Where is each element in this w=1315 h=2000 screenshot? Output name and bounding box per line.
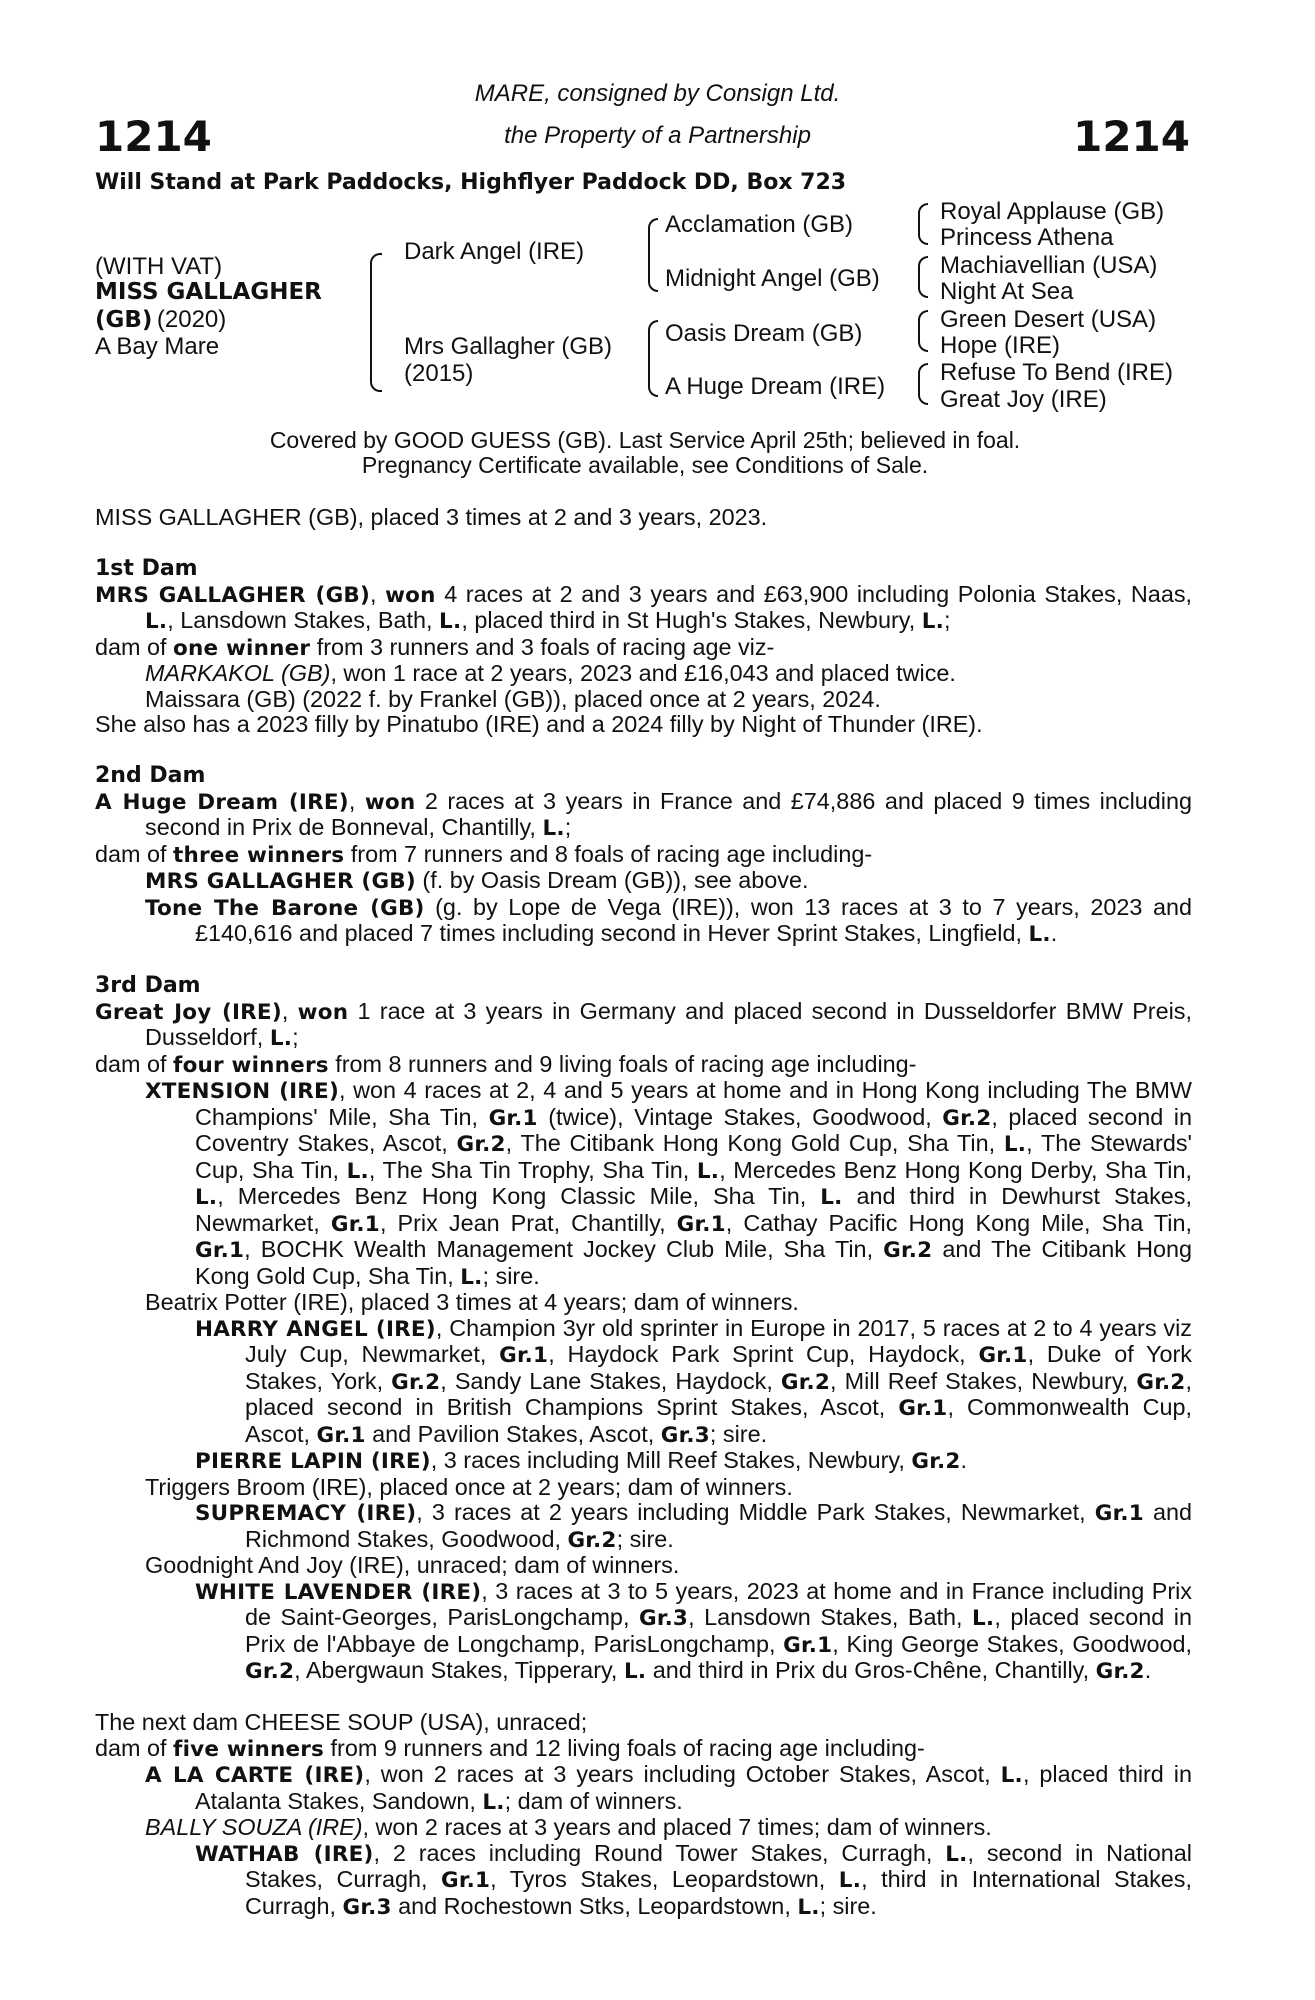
- goodnight-and-joy: Goodnight And Joy (IRE), unraced; dam of winners.: [145, 1552, 680, 1578]
- triggers-broom: Triggers Broom (IRE), placed once at 2 years; dam of winners.: [145, 1473, 793, 1500]
- dam2-section: [95, 763, 1192, 948]
- a-la-carte-record: A LA CARTE (IRE), won 2 races at 3 years including October Stakes, Ascot, L., placed third in Atalanta Stakes, Sandown, L.; dam of winners.: [145, 1761, 1193, 1815]
- dam1-record: MRS GALLAGHER (GB), won 4 races at 2 and 3 years and £63,900 including Polonia Stakes, Naas, L., Lansdown Stakes, Bath, L., placed third in St Hugh's Stakes, Newbury, L.;: [95, 580, 1193, 634]
- brace-main: [370, 253, 382, 392]
- horse-country-year: (GB) (2020): [95, 306, 227, 333]
- dam3-record: Great Joy (IRE), won 1 race at 3 years in Germany and placed second in Dusseldorfer BMW Preis, Dusseldorf, L.;: [95, 997, 1192, 1051]
- sire-sire: Acclamation (GB): [665, 211, 854, 238]
- next-dam-produce-summary: dam of five winners from 9 runners and 12 living foals of racing age including-: [95, 1734, 925, 1762]
- dam2-produce-summary: dam of three winners from 7 runners and 8 foals of racing age including-: [95, 840, 873, 868]
- dam3-heading: 3rd Dam: [95, 973, 201, 998]
- wathab-record: WATHAB (IRE), 2 races including Round Tower Stakes, Curragh, L., second in National Stakes, Curragh, Gr.1, Tyros Stakes, Leopardstown, L., third in International Stakes, Curragh, Gr.3 and Rochestown Stks, Leopardstown, L.; sire.: [195, 1839, 1192, 1920]
- dam2-heading: 2nd Dam: [95, 763, 206, 788]
- dam1-produce-2: Maissara (GB) (2022 f. by Frankel (GB)), placed once at 2 years, 2024.: [145, 685, 881, 712]
- dam2-produce-2: Tone The Barone (GB) (g. by Lope de Vega (IRE)), won 13 races at 3 to 7 years, 2023 and £140,616 and placed 7 times including second in Hever Sprint Stakes, Lingfield, L..: [145, 893, 1192, 947]
- dam1-heading: 1st Dam: [95, 556, 198, 581]
- dam1-section: [95, 556, 1192, 738]
- sire: Dark Angel (IRE): [404, 238, 585, 265]
- dam1-produce-summary: dam of one winner from 3 runners and 3 foals of racing age viz-: [95, 633, 775, 661]
- pregnancy-line: Pregnancy Certificate available, see Conditions of Sale.: [361, 452, 929, 478]
- covered-line: Covered by GOOD GUESS (GB). Last Service April 25th; believed in foal.: [269, 427, 1021, 453]
- ggp-4: Night At Sea: [940, 278, 1074, 305]
- dam2-record: A Huge Dream (IRE), won 2 races at 3 years in France and £74,886 and placed 9 times including second in Prix de Bonneval, Chantilly, L.;: [95, 787, 1192, 841]
- next-dam-section: [95, 1710, 1192, 1920]
- brace-ggp-3: [918, 310, 928, 352]
- horse-description: A Bay Mare: [95, 333, 220, 360]
- vat-note: (WITH VAT): [95, 253, 223, 280]
- xtension-record: XTENSION (IRE), won 4 races at 2, 4 and 5 years at home and in Hong Kong including The BMW Champions' Mile, Sha Tin, Gr.1 (twice), Vintage Stakes, Goodwood, Gr.2, placed second in Coventry Stakes, Ascot, Gr.2, The Citibank Hong Kong Gold Cup, Sha Tin, L., The Stewards' Cup, Sha Tin, L., The Sha Tin Trophy, Sha Tin, L., Mercedes Benz Hong Kong Derby, Sha Tin, L., Mercedes Benz Hong Kong Classic Mile, Sha Tin, L. and third in Dewhurst Stakes, Newmarket, Gr.1, Prix Jean Prat, Chantilly, Gr.1, Cathay Pacific Hong Kong Mile, Sha Tin, Gr.1, BOCHK Wealth Management Jockey Club Mile, Sha Tin, Gr.2 and The Citibank Hong Kong Gold Cup, Sha Tin, L.; sire.: [145, 1077, 1193, 1290]
- brace-ggp-2: [918, 256, 928, 298]
- lot-number-left: 1214: [95, 112, 212, 161]
- property-line: the Property of a Partnership: [504, 122, 811, 149]
- next-dam-intro: The next dam CHEESE SOUP (USA), unraced;: [95, 1709, 588, 1735]
- ggp-1: Royal Applause (GB): [940, 198, 1165, 225]
- dam1-produce-1: MARKAKOL (GB), won 1 race at 2 years, 2023 and £16,043 and placed twice.: [145, 660, 956, 686]
- dam1-also: She also has a 2023 filly by Pinatubo (IRE) and a 2024 filly by Night of Thunder (IRE).: [95, 711, 983, 737]
- catalogue-body: [95, 505, 1192, 1920]
- brace-ggp-4: [918, 363, 928, 405]
- dam-year: (2015): [404, 360, 474, 387]
- stand-location: Will Stand at Park Paddocks, Highflyer Paddock DD, Box 723: [95, 170, 847, 195]
- dam-dam: A Huge Dream (IRE): [665, 373, 886, 400]
- horse-name: MISS GALLAGHER: [95, 279, 322, 305]
- ggp-3: Machiavellian (USA): [940, 252, 1158, 279]
- harry-angel-record: HARRY ANGEL (IRE), Champion 3yr old sprinter in Europe in 2017, 5 races at 2 to 4 years viz July Cup, Newmarket, Gr.1, Haydock Park Sprint Cup, Haydock, Gr.1, Duke of York Stakes, York, Gr.2, Sandy Lane Stakes, Haydock, Gr.2, Mill Reef Stakes, Newbury, Gr.2, placed second in British Champions Sprint Stakes, Ascot, Gr.1, Commonwealth Cup, Ascot, Gr.1 and Pavilion Stakes, Ascot, Gr.3; sire.: [195, 1314, 1193, 1448]
- beatrix-potter: Beatrix Potter (IRE), placed 3 times at 4 years; dam of winners.: [145, 1289, 799, 1315]
- intro-line: MISS GALLAGHER (GB), placed 3 times at 2 and 3 years, 2023.: [95, 504, 768, 530]
- white-lavender-record: WHITE LAVENDER (IRE), 3 races at 3 to 5 years, 2023 at home and in France including Prix de Saint-Georges, ParisLongchamp, Gr.3, Lansdown Stakes, Bath, L., placed second in Prix de l'Abbaye de Longchamp, ParisLongchamp, Gr.1, King George Stakes, Goodwood, Gr.2, Abergwaun Stakes, Tipperary, L. and third in Prix du Gros-Chêne, Chantilly, Gr.2.: [195, 1577, 1192, 1684]
- ggp-5: Green Desert (USA): [940, 306, 1157, 333]
- brace-dam: [648, 320, 658, 397]
- consignor-line: MARE, consigned by Consign Ltd.: [474, 80, 841, 107]
- ggp-6: Hope (IRE): [940, 332, 1061, 359]
- dam-sire: Oasis Dream (GB): [665, 320, 863, 347]
- sire-dam: Midnight Angel (GB): [665, 265, 880, 292]
- ggp-8: Great Joy (IRE): [940, 386, 1107, 413]
- brace-sire: [648, 218, 658, 292]
- brace-ggp-1: [918, 203, 928, 245]
- dam2-produce-1: MRS GALLAGHER (GB) (f. by Oasis Dream (GB)), see above.: [145, 867, 809, 894]
- ggp-7: Refuse To Bend (IRE): [940, 359, 1174, 386]
- lot-number-right: 1214: [1073, 112, 1190, 161]
- pierre-lapin-record: PIERRE LAPIN (IRE), 3 races including Mill Reef Stakes, Newbury, Gr.2.: [195, 1447, 967, 1474]
- dam3-produce-summary: dam of four winners from 8 runners and 9 living foals of racing age including-: [95, 1050, 917, 1078]
- dam3-section: [95, 973, 1192, 1685]
- bally-souza-record: BALLY SOUZA (IRE), won 2 races at 3 years and placed 7 times; dam of winners.: [145, 1814, 992, 1840]
- supremacy-record: SUPREMACY (IRE), 3 races at 2 years including Middle Park Stakes, Newmarket, Gr.1 and Richmond Stakes, Goodwood, Gr.2; sire.: [195, 1499, 1193, 1553]
- ggp-2: Princess Athena: [940, 224, 1114, 251]
- dam: Mrs Gallagher (GB): [404, 333, 613, 360]
